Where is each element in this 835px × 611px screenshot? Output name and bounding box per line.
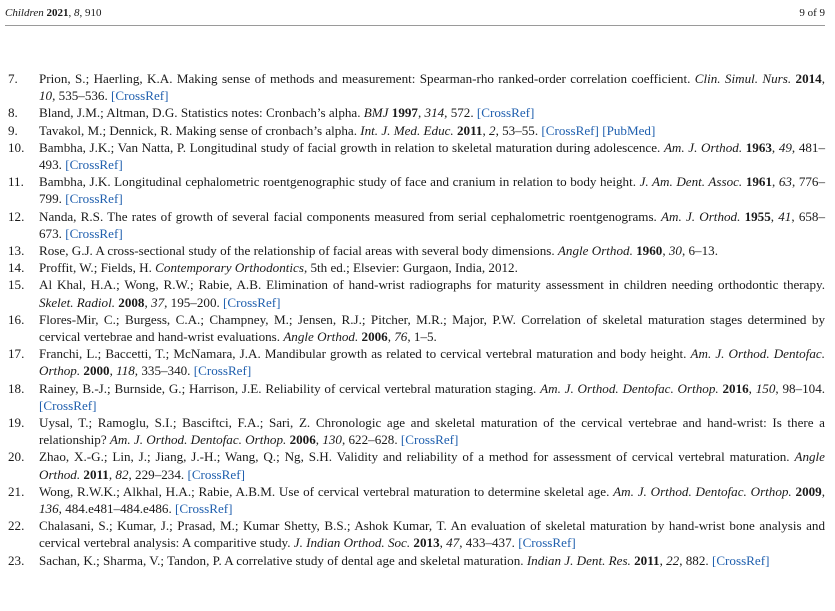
- reference-link-crossref[interactable]: CrossRef: [522, 535, 572, 551]
- reference-year: 2000: [83, 363, 110, 379]
- reference-number: 22.: [8, 518, 25, 534]
- reference-link-crossref[interactable]: CrossRef: [405, 432, 455, 448]
- reference-text: Franchi, L.; Baccetti, T.; McNamara, J.A. Mandibular growth as related to cervical vertebral maturation and body height. Am. J. Orthod. Dentofac. Orthop. 2000, 118, 335–340. [CrossRef]: [39, 346, 825, 379]
- reference-text: Rose, G.J. A cross-sectional study of the relationship of facial areas with several body dimensions. Angle Orthod. 1960, 30, 6–13.: [39, 243, 718, 259]
- reference-pages: 195–200: [170, 294, 217, 310]
- reference-number: 7.: [8, 71, 18, 86]
- reference-volume: 63: [778, 174, 792, 190]
- reference-link-crossref[interactable]: CrossRef: [115, 88, 165, 104]
- reference-number: 8.: [8, 105, 18, 121]
- reference-authors-title: Chalasani, S.; Kumar, J.; Prasad, M.; Kumar Shetty, B.S.; Ashok Kumar, T. An evaluation of skeletal maturation by hand-wrist bone analysis and cervical vertebral analysis: A comparitive study.: [39, 518, 825, 551]
- reference-journal: Angle Orthod.: [283, 329, 359, 345]
- reference-link-crossref[interactable]: CrossRef: [43, 397, 93, 413]
- reference-item: [8, 242, 825, 259]
- reference-number: 12.: [8, 208, 25, 224]
- reference-journal: J. Am. Dent. Assoc.: [639, 174, 743, 190]
- reference-year: 2016: [722, 380, 749, 396]
- reference-item: [8, 122, 825, 139]
- reference-volume: 314: [424, 105, 445, 121]
- reference-item: [8, 345, 825, 379]
- reference-volume: 2: [489, 122, 496, 138]
- reference-journal: BMJ: [363, 105, 389, 121]
- reference-journal: Am. J. Orthod.: [663, 139, 743, 155]
- reference-item: [8, 139, 825, 173]
- reference-pages: 776–799: [39, 174, 825, 207]
- journal-volume: 8: [73, 6, 80, 19]
- reference-journal: Angle Orthod.: [557, 243, 633, 259]
- reference-authors-title: Proffit, W.; Fields, H.: [39, 260, 156, 276]
- reference-authors-title: Prion, S.; Haerling, K.A. Making sense of methods and measurement: Spearman-rho ranked-order correlation coefficient.: [39, 71, 695, 86]
- reference-journal: Am. J. Orthod. Dentofac. Orthop.: [109, 432, 287, 448]
- reference-list: [8, 70, 825, 569]
- reference-year: 1955: [744, 208, 771, 224]
- reference-number: 20.: [8, 449, 25, 465]
- reference-authors-title: Sachan, K.; Sharma, V.; Tandon, P. A correlative study of dental age and skeletal maturation.: [39, 552, 527, 568]
- reference-authors-title: Al Khal, H.A.; Wong, R.W.; Rabie, A.B. Elimination of hand-wrist radiographs for maturity assessment in children needing orthodontic therapy.: [39, 277, 825, 293]
- reference-pages: 98–104: [782, 380, 822, 396]
- reference-link-crossref[interactable]: CrossRef: [227, 294, 277, 310]
- reference-authors-title: Bambha, J.K.; Van Natta, P. Longitudinal study of facial growth in relation to skeletal maturation during adolescence.: [39, 139, 664, 155]
- reference-pages: 53–55: [502, 122, 535, 138]
- reference-pages: 433–437: [465, 535, 512, 551]
- reference-authors-title: Wong, R.W.K.; Alkhal, H.A.; Rabie, A.B.M. Use of cervical vertebral maturation to determine skeletal age.: [39, 483, 614, 499]
- reference-year: 1997: [391, 105, 418, 121]
- reference-journal: Indian J. Dent. Res.: [526, 552, 631, 568]
- reference-link-pubmed[interactable]: PubMed: [606, 122, 651, 138]
- book-details: , 5th ed.; Elsevier: Gurgaon, India, 2012.: [303, 260, 518, 276]
- reference-year: 2006: [361, 329, 388, 345]
- reference-link-crossref[interactable]: CrossRef: [198, 363, 247, 379]
- reference-text: Flores-Mir, C.; Burgess, C.A.; Champney, M.; Jensen, R.J.; Pitcher, M.R.; Major, P.W. Correlation of skeletal maturation stages determined by cervical vertebrae and hand-wrist evaluations. Angle Orthod. 2006, 76, 1–5.: [39, 311, 825, 345]
- reference-volume: 136: [39, 501, 59, 517]
- reference-item: [8, 414, 825, 448]
- journal-name: Children: [5, 6, 44, 19]
- reference-number: 9.: [8, 122, 18, 138]
- reference-journal: Int. J. Med. Educ.: [360, 122, 454, 138]
- reference-text: Tavakol, M.; Dennick, R. Making sense of cronbach’s alpha. Int. J. Med. Educ. 2011, 2, 53–55. [CrossRef] [PubMed]: [39, 122, 656, 138]
- reference-authors-title: Nanda, R.S. The rates of growth of several facial components measured from serial cephalometric roentgenograms.: [39, 208, 662, 224]
- reference-journal: Clin. Simul. Nurs.: [694, 71, 792, 86]
- reference-year: 2008: [118, 294, 145, 310]
- reference-volume: 41: [778, 208, 792, 224]
- reference-year: 1963: [745, 139, 772, 155]
- reference-authors-title: Rainey, B.-J.; Burnside, G.; Harrison, J.E. Reliability of cervical vertebral maturation staging.: [39, 380, 541, 396]
- reference-volume: 82: [115, 466, 129, 482]
- reference-item: [8, 173, 825, 207]
- reference-link-crossref[interactable]: CrossRef: [716, 552, 766, 568]
- page-number: 9 of 9: [799, 6, 825, 19]
- reference-authors-title: Bland, J.M.; Altman, D.G. Statistics notes: Cronbach’s alpha.: [39, 105, 364, 121]
- reference-pages: 535–536: [58, 88, 105, 104]
- reference-pages: 229–234: [135, 466, 181, 482]
- reference-pages: 1–5: [413, 329, 434, 345]
- reference-volume: 49: [778, 139, 792, 155]
- reference-number: 11.: [8, 174, 24, 190]
- reference-item: [8, 552, 825, 569]
- reference-authors-title: Franchi, L.; Baccetti, T.; McNamara, J.A. Mandibular growth as related to cervical vertebral maturation and body height.: [39, 346, 691, 362]
- reference-text: [39, 260, 518, 275]
- reference-year: 1961: [745, 174, 772, 190]
- reference-volume: 150: [755, 380, 776, 396]
- reference-journal: Am. J. Orthod. Dentofac. Orthop.: [613, 483, 792, 499]
- running-header: [5, 0, 825, 26]
- journal-citation: Children 2021, 8, 910: [5, 6, 102, 19]
- reference-link-crossref[interactable]: CrossRef: [545, 122, 595, 138]
- reference-text: Al Khal, H.A.; Wong, R.W.; Rabie, A.B. Elimination of hand-wrist radiographs for maturity assessment in children needing orthodontic therapy. Skelet. Radiol. 2008, 37, 195–200. [CrossRef]: [39, 277, 825, 310]
- reference-year: 2014: [795, 71, 822, 86]
- reference-authors-title: Bambha, J.K. Longitudinal cephalometric roentgenographic study of face and cranium in relation to body height.: [39, 174, 640, 190]
- reference-pages: 658–673: [39, 208, 826, 241]
- reference-volume: 47: [446, 535, 460, 551]
- reference-number: 17.: [8, 346, 25, 362]
- reference-item: [8, 380, 825, 414]
- reference-year: 1960: [636, 243, 663, 259]
- reference-number: 18.: [8, 380, 25, 396]
- reference-link-crossref[interactable]: CrossRef: [69, 191, 119, 207]
- reference-journal: Am. J. Orthod.: [661, 208, 741, 224]
- reference-link-crossref[interactable]: CrossRef: [69, 157, 119, 173]
- reference-authors-title: Zhao, X.-G.; Lin, J.; Jiang, J.-H.; Wang, Q.; Ng, S.H. Validity and reliability of a method for assessment of cervical vertebral maturation.: [39, 449, 795, 465]
- reference-volume: 30: [668, 243, 682, 259]
- reference-text: Zhao, X.-G.; Lin, J.; Jiang, J.-H.; Wang, Q.; Ng, S.H. Validity and reliability of a method for assessment of cervical vertebral maturation. Angle Orthod. 2011, 82, 229–234. [CrossRef]: [39, 449, 825, 482]
- reference-text: Chalasani, S.; Kumar, J.; Prasad, M.; Kumar Shetty, B.S.; Ashok Kumar, T. An evaluation of skeletal maturation by hand-wrist bone analysis and cervical vertebral analysis: A comparitive study. J. Indian Orthod. Soc. 2013, 47, 433–437. [CrossRef]: [39, 518, 825, 551]
- reference-number: 16.: [8, 311, 25, 327]
- reference-item: [8, 483, 825, 517]
- reference-year: 2006: [289, 432, 316, 448]
- reference-pages: 481–493: [39, 139, 826, 173]
- reference-text: Prion, S.; Haerling, K.A. Making sense of methods and measurement: Spearman-rho ranked-order correlation coefficient. Clin. Simul. Nurs. 2014, 10, 535–536. [CrossRef]: [39, 71, 825, 104]
- reference-text: Uysal, T.; Ramoglu, S.I.; Basciftci, F.A.; Sari, Z. Chronologic age and skeletal maturation of the cervical vertebrae and hand-wrist: Is there a relationship? Am. J. Orthod. Dentofac. Orthop. 2006, 130, 622–628. [CrossRef]: [39, 415, 825, 448]
- reference-volume: 37: [151, 294, 165, 310]
- reference-pages: 882: [685, 552, 706, 568]
- reference-number: 15.: [8, 277, 25, 293]
- reference-pages: 6–13: [688, 243, 715, 259]
- reference-text: Nanda, R.S. The rates of growth of several facial components measured from serial cephalometric roentgenograms. Am. J. Orthod. 1955, 41, 658–673. [CrossRef]: [39, 208, 826, 241]
- reference-item: [8, 208, 825, 242]
- reference-year: 2011: [457, 122, 483, 138]
- reference-text: Sachan, K.; Sharma, V.; Tandon, P. A correlative study of dental age and skeletal maturation. Indian J. Dent. Res. 2011, 22, 882. [CrossRef]: [39, 552, 770, 568]
- reference-item: [8, 448, 825, 482]
- reference-journal: Am. J. Orthod. Dentofac. Orthop.: [540, 380, 719, 396]
- reference-item: [8, 104, 825, 121]
- reference-number: 21.: [8, 483, 25, 499]
- reference-link-crossref[interactable]: CrossRef: [179, 501, 229, 517]
- reference-text: Bambha, J.K.; Van Natta, P. Longitudinal study of facial growth in relation to skeletal maturation during adolescence. Am. J. Orthod. 1963, 49, 481–493. [CrossRef]: [39, 139, 826, 173]
- reference-number: 19.: [8, 415, 25, 431]
- reference-pages: 484.e481–484.e486: [65, 501, 169, 517]
- reference-number: 23.: [8, 552, 25, 568]
- reference-year: 2011: [634, 552, 660, 568]
- reference-pages: 622–628: [348, 432, 395, 448]
- reference-volume: 130: [322, 432, 342, 448]
- reference-pages: 335–340: [141, 363, 188, 379]
- reference-authors-title: Uysal, T.; Ramoglu, S.I.; Basciftci, F.A.; Sari, Z. Chronologic age and skeletal maturation of the cervical vertebrae and hand-wrist: Is there a relationship?: [39, 415, 825, 448]
- reference-journal: Am. J. Orthod. Dentofac. Orthop.: [39, 346, 825, 379]
- reference-link-crossref[interactable]: CrossRef: [481, 105, 531, 121]
- reference-link-crossref[interactable]: CrossRef: [69, 225, 119, 241]
- reference-link-crossref[interactable]: CrossRef: [191, 466, 241, 482]
- reference-text: Rainey, B.-J.; Burnside, G.; Harrison, J.E. Reliability of cervical vertebral maturation staging. Am. J. Orthod. Dentofac. Orthop. 2016, 150, 98–104. [CrossRef]: [39, 380, 826, 413]
- reference-text: Wong, R.W.K.; Alkhal, H.A.; Rabie, A.B.M. Use of cervical vertebral maturation to determine skeletal age. Am. J. Orthod. Dentofac. Orthop. 2009, 136, 484.e481–484.e486. [CrossRef]: [39, 483, 825, 517]
- reference-text: Bland, J.M.; Altman, D.G. Statistics notes: Cronbach’s alpha. BMJ 1997, 314, 572. [CrossRef]: [39, 105, 535, 121]
- reference-item: [8, 259, 825, 276]
- article-number: 910: [84, 6, 102, 19]
- reference-item: [8, 517, 825, 551]
- reference-journal: Skelet. Radiol.: [39, 294, 115, 310]
- reference-year: 2013: [413, 535, 440, 551]
- book-title: Contemporary Orthodontics: [155, 260, 304, 276]
- reference-volume: 76: [394, 329, 408, 345]
- reference-item: [8, 276, 825, 310]
- reference-year: 2009: [795, 483, 822, 499]
- reference-authors-title: Rose, G.J. A cross-sectional study of the relationship of facial areas with several body dimensions.: [39, 243, 558, 259]
- reference-authors-title: Tavakol, M.; Dennick, R. Making sense of cronbach’s alpha.: [39, 122, 361, 138]
- reference-journal: Angle Orthod.: [39, 449, 825, 482]
- reference-item: [8, 311, 825, 345]
- reference-journal: J. Indian Orthod. Soc.: [293, 535, 411, 551]
- reference-volume: 10: [39, 88, 53, 104]
- journal-year: 2021: [46, 6, 69, 19]
- reference-year: 2011: [83, 466, 109, 482]
- reference-volume: 22: [666, 552, 680, 568]
- reference-volume: 118: [116, 363, 135, 379]
- reference-pages: 572: [450, 105, 471, 121]
- reference-item: [8, 70, 825, 104]
- reference-number: 13.: [8, 243, 25, 259]
- reference-number: 10.: [8, 139, 25, 155]
- reference-authors-title: Flores-Mir, C.; Burgess, C.A.; Champney, M.; Jensen, R.J.; Pitcher, M.R.; Major, P.W. Correlation of skeletal maturation stages determined by cervical vertebrae and hand-wrist evaluations.: [39, 311, 825, 345]
- reference-number: 14.: [8, 260, 25, 276]
- reference-text: Bambha, J.K. Longitudinal cephalometric roentgenographic study of face and cranium in relation to body height. J. Am. Dent. Assoc. 1961, 63, 776–799. [CrossRef]: [39, 174, 825, 207]
